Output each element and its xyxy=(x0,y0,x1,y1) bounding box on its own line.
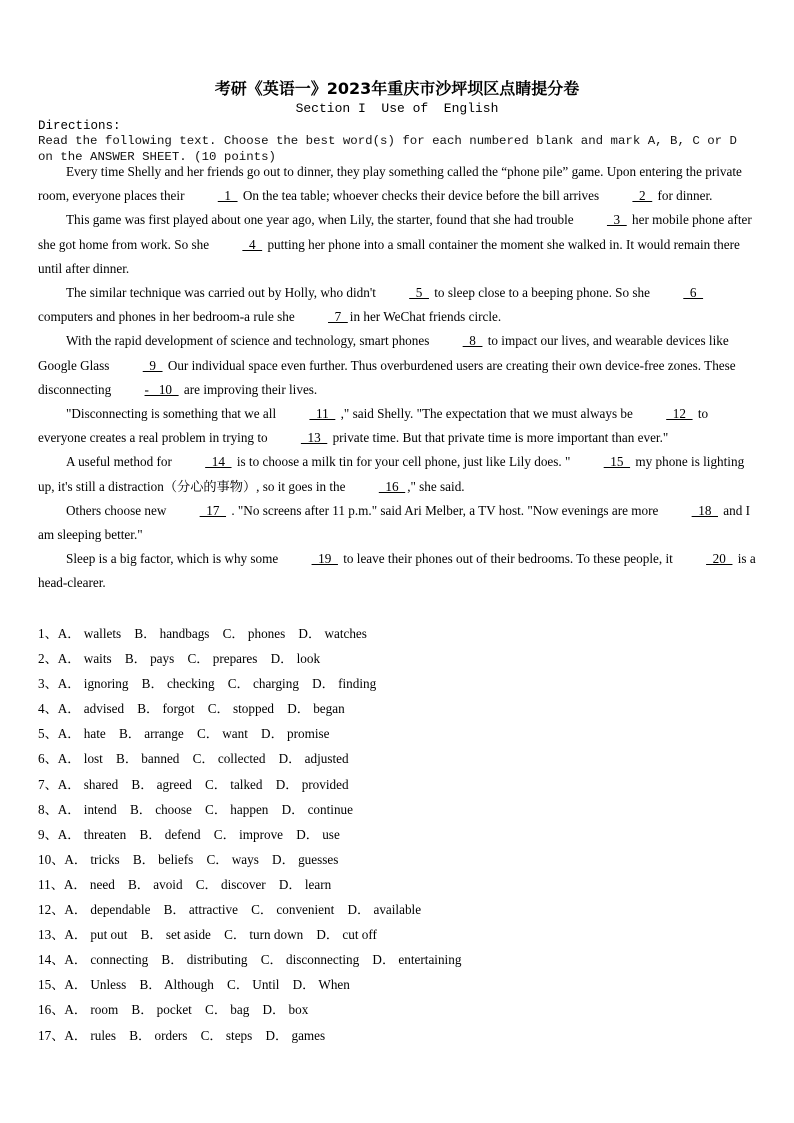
question-item: 13、A． put out B． set aside C． turn down D． cut off xyxy=(38,927,377,943)
passage-text: private time. But that private time is more important than ever." xyxy=(329,430,669,446)
question-item: 10、A． tricks B． beliefs C． ways D． guesses xyxy=(38,851,339,867)
question-item: 8、A． intend B． choose C． happen D． continue xyxy=(38,801,353,817)
section-heading: Section I Use of English xyxy=(295,101,499,116)
cloze-blank: 8 xyxy=(462,333,483,349)
cloze-blank: 9 xyxy=(142,357,163,373)
question-item: 6、A． lost B． banned C． collected D． adjusted xyxy=(38,751,349,767)
question-item: 3、A． ignoring B． checking C． charging D． finding xyxy=(38,676,377,692)
passage-text: The similar technique was carried out by Holly, who didn't xyxy=(66,285,380,301)
question-item: 16、A． room B． pocket C． bag D． box xyxy=(38,1002,309,1018)
passage-text: ," she said. xyxy=(407,478,465,494)
passage-paragraph xyxy=(38,281,756,329)
cloze-blank: 13 xyxy=(300,430,328,446)
cloze-blank: 18 xyxy=(691,502,718,518)
cloze-blank: - 10 xyxy=(144,381,179,397)
passage-text: and I am sleeping better." xyxy=(38,502,751,543)
passage-text: computers and phones in her bedroom-a rule she xyxy=(38,309,299,325)
cloze-blank: 16 xyxy=(378,478,406,494)
question-item: 5、A． hate B． arrange C． want D． promise xyxy=(38,726,330,742)
passage-paragraph xyxy=(38,402,756,450)
passage-paragraph xyxy=(38,208,756,281)
passage-text: to sleep close to a beeping phone. So she xyxy=(430,285,654,301)
cloze-blank: 17 xyxy=(199,502,227,518)
question-list xyxy=(38,621,756,1048)
directions-label: Directions: xyxy=(38,119,121,133)
passage-text: ," said Shelly. "The expectation that we must always be xyxy=(337,406,637,422)
question-item: 4、A． advised B． forgot C． stopped D． began xyxy=(38,701,345,717)
passage-text: . "No screens after 11 p.m." said Ari Melber, a TV host. "Now evenings are more xyxy=(228,502,662,518)
passage-text: in her WeChat friends circle. xyxy=(349,309,502,325)
passage-text: "Disconnecting is something that we all xyxy=(66,406,280,422)
passage-text: Sleep is a big factor, which is why some xyxy=(66,551,282,567)
passage-paragraph xyxy=(38,160,756,208)
passage-text: A useful method for xyxy=(66,454,176,470)
passage-text: With the rapid development of science and technology, smart phones xyxy=(66,333,433,349)
passage-text: to leave their phones out of their bedrooms. To these people, it xyxy=(339,551,677,567)
question-item: 15、A． Unless B． Although C． Until D． When xyxy=(38,977,350,993)
cloze-blank: 14 xyxy=(205,454,232,470)
passage-text: This game was first played about one year ago, when Lily, the starter, found that she had trouble xyxy=(66,212,577,228)
page-title: 考研《英语一》2023年重庆市沙坪坝区点睛提分卷 xyxy=(214,79,580,98)
passage-text: On the tea table; whoever checks their device before the bill arrives xyxy=(239,188,603,204)
cloze-blank: 5 xyxy=(409,285,429,301)
cloze-blank: 20 xyxy=(706,551,733,567)
passage-paragraph xyxy=(38,329,756,402)
cloze-blank: 4 xyxy=(242,236,263,252)
passage-text: Our individual space even further. Thus overburdened users are creating their own device-free zones. These disconnecting xyxy=(38,357,736,397)
passage-text: to everyone creates a real problem in trying to xyxy=(38,406,709,446)
passage-paragraph xyxy=(38,450,756,498)
question-item: 7、A． shared B． agreed C． talked D． provided xyxy=(38,776,349,792)
cloze-blank: 15 xyxy=(603,454,631,470)
question-item: 1、A． wallets B． handbags C． phones D． watches xyxy=(38,626,367,641)
cloze-blank: 12 xyxy=(666,406,693,422)
passage-paragraph xyxy=(38,499,756,547)
question-item: 9、A． threaten B． defend C． improve D． use xyxy=(38,826,340,842)
cloze-blank: 7 xyxy=(328,309,348,325)
passage-text: my phone is lighting up, it's still a distraction（分心的事物）, so it goes in the xyxy=(38,454,745,494)
passage-paragraph xyxy=(38,547,756,595)
passage-text: Every time Shelly and her friends go out to dinner, they play something called the “phone pile” game. Upon entering the private room, everyone places their xyxy=(38,164,742,204)
cloze-blank: 6 xyxy=(683,285,704,301)
question-item: 17、A． rules B． orders C． steps D． games xyxy=(38,1027,326,1043)
cloze-blank: 19 xyxy=(311,551,338,567)
passage-text: to impact our lives, and wearable devices like Google Glass xyxy=(38,333,729,373)
cloze-blank: 2 xyxy=(632,188,653,204)
cloze-blank: 11 xyxy=(309,406,336,422)
passage-text: is to choose a milk tin for your cell phone, just like Lily does. " xyxy=(233,454,574,470)
question-item: 11、A． need B． avoid C． discover D． learn xyxy=(38,876,332,892)
cloze-blank: 1 xyxy=(217,188,238,204)
directions-text: Read the following text. Choose the best word(s) for each numbered blank and mark A, B, C or D on the ANSWER SHEET. (10 points) xyxy=(38,134,737,164)
passage-text: are improving their lives. xyxy=(180,381,318,397)
passage-text: Others choose new xyxy=(66,502,170,518)
question-item: 2、A． waits B． pays C． prepares D． look xyxy=(38,651,321,667)
passage-text: for dinner. xyxy=(654,188,713,204)
question-item: 12、A． dependable B． attractive C． convenient D． available xyxy=(38,902,422,918)
cloze-passage xyxy=(38,160,756,596)
passage-text: putting her phone into a small container the moment she walked in. It would remain there until after dinner. xyxy=(38,236,740,276)
passage-text: her mobile phone after she got home from work. So she xyxy=(38,212,752,252)
passage-text: is a head-clearer. xyxy=(38,551,756,591)
cloze-blank: 3 xyxy=(606,212,627,228)
question-item: 14、A． connecting B． distributing C． disconnecting D． entertaining xyxy=(38,952,462,968)
